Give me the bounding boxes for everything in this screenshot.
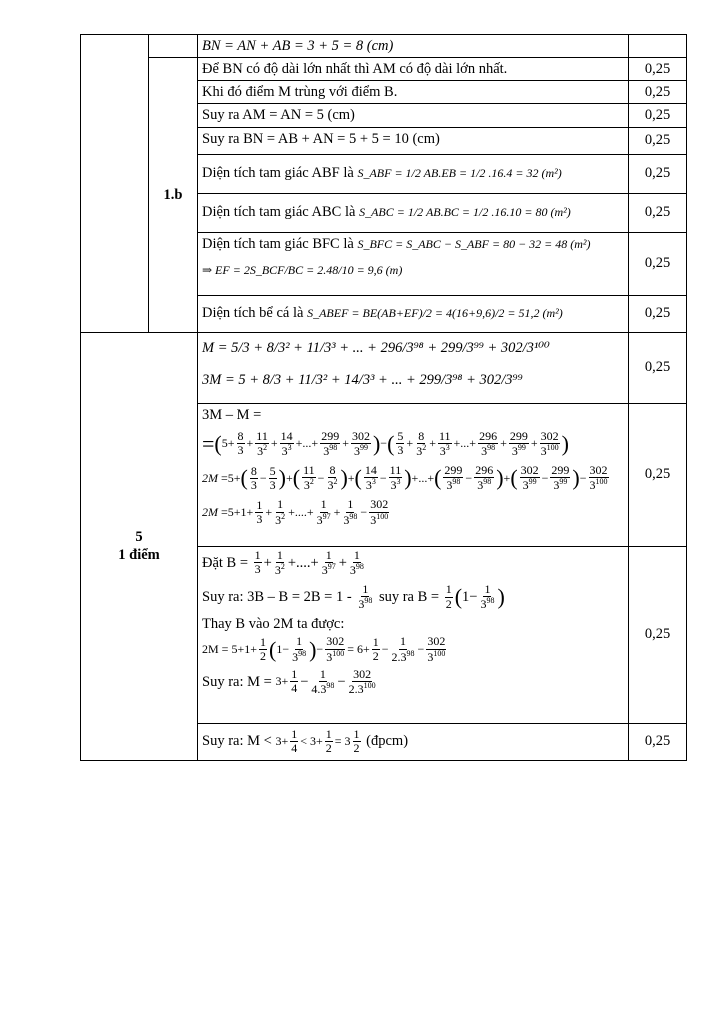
- m-definition: M = 5/3 + 8/3² + 11/3³ + ... + 296/3⁹⁸ + 299/3⁹⁹ + 302/3¹⁰⁰: [202, 339, 550, 356]
- points-cell: 0,25: [629, 58, 687, 81]
- formula: S_ABF = 1/2 AB.EB = 1/2 .16.4 = 32 (m²): [357, 166, 562, 181]
- row-text: Diện tích tam giác BFC là: [202, 235, 354, 252]
- points-cell: 0,25: [629, 193, 687, 232]
- content-cell: [198, 127, 629, 154]
- 2m-simplified: 2M =5+1+ 1 3 + 1 $3^2$ +....+ 1 $3^{97}$ + 1 $3^{98}$ − 302 $3^{100}$: [202, 497, 389, 527]
- points-cell: 0,25: [629, 81, 687, 104]
- row-text: Diện tích tam giác ABC là: [202, 204, 356, 221]
- table-row: [81, 58, 687, 81]
- suy-ra-b-line: Suy ra: 3B – B = 2B = 1 - 1 $3^{98}$ suy ra B = $\frac{1}{2}$ ( 1− 1 $3^{98}$ ): [202, 581, 505, 612]
- formula: S_ABC = 1/2 AB.BC = 1/2 .16.10 = 80 (m²): [359, 205, 571, 220]
- row-text: Suy ra BN = AB + AN = 5 + 5 = 10 (cm): [202, 130, 440, 147]
- content-cell: [198, 58, 629, 81]
- content-cell: [198, 81, 629, 104]
- 3m-definition: 3M = 5 + 8/3 + 11/3² + 14/3³ + ... + 299/3⁹⁸ + 302/3⁹⁹: [202, 371, 523, 388]
- formula: S_BFC = S_ABC − S_ABF = 80 − 32 = 48 (m²): [357, 236, 591, 251]
- content-cell: [198, 104, 629, 127]
- subpart-label: 1.b: [149, 58, 198, 332]
- content-cell: [198, 232, 629, 295]
- dat-b-line: Đặt B = $\frac{1}{3}$ + 1 $3^2$ +....+ 1 $3^{97}$ + 1 $3^{98}$: [202, 547, 364, 577]
- points-cell: 0,25: [629, 546, 687, 723]
- formula-ef: ⇒ EF = 2S_BCF/BC = 2.48/10 = 9,6 (m): [202, 262, 403, 277]
- content-cell: [198, 193, 629, 232]
- points-cell: 0,25: [629, 232, 687, 295]
- diff-label: 3M – M =: [202, 406, 262, 423]
- content-cell: [198, 403, 629, 546]
- thay-b-line: Thay B vào 2M ta được:: [202, 616, 345, 633]
- formula: S_ABEF = BE(AB+EF)/2 = 4(16+9,6)/2 = 51,2 (m²): [307, 306, 563, 321]
- 2m-result-line: 2M = 5+1+ 1 2 ( 1− 1 $3^{98}$ ) − 302 $3^{100}$ = 6+ 1 2 − 1 $2.3^{98}$ − 302 $3^{100}$: [202, 634, 446, 664]
- final-inequality: Suy ra: M < 3+ $\frac{1}{4}$ < 3+ $\frac{1}{2}$ = 3 1 2 (đpcm): [202, 726, 409, 755]
- question-number: 5: [135, 528, 143, 545]
- question-5-label-cell: [81, 332, 198, 760]
- row-text: Khi đó điểm M trùng với điểm B.: [202, 84, 398, 101]
- bn-sum-line: BN = AN + AB = 3 + 5 = 8 (cm): [202, 38, 394, 54]
- grading-table: [80, 34, 687, 761]
- points-cell: 0,25: [629, 295, 687, 332]
- content-cell: [198, 154, 629, 193]
- points-cell: 0,25: [629, 332, 687, 403]
- row-text: Để BN có độ dài lớn nhất thì AM có độ dài lớn nhất.: [202, 61, 508, 78]
- row-text: Diện tích bể cá là: [202, 305, 304, 322]
- question-cell-empty: [81, 35, 149, 333]
- m-result-line: Suy ra: M = 3+ $\frac{1}{4}$ − 1 $4.3^{98}$ − 302 $2.3^{100}$: [202, 666, 376, 696]
- row-text: Suy ra AM = AN = 5 (cm): [202, 107, 355, 124]
- points-cell: 0,25: [629, 723, 687, 760]
- subpart-cell-empty: [149, 35, 198, 58]
- points-cell-empty: [629, 35, 687, 58]
- points-cell: 0,25: [629, 104, 687, 127]
- content-cell: [198, 295, 629, 332]
- content-cell: [198, 546, 629, 723]
- content-cell: [198, 35, 629, 58]
- content-cell: [198, 332, 629, 403]
- content-cell: [198, 723, 629, 760]
- question-points: 1 điểm: [118, 547, 160, 563]
- diff-expansion: =( 5+ $\frac{8}{3}$ + 11 $3^2$ + 14 $3^3$ +...+ 299 $3^{98}$ + 302 $3^{99}$ ) − ( 5 3 + 8 $3^2$ + 11 $3^3$ +...+ 296 $3^{98}$ + 299 $3^{99}$ + 302 $3^{100}$ ): [202, 428, 569, 458]
- table-row: [81, 332, 687, 403]
- points-cell: 0,25: [629, 127, 687, 154]
- table-row: [81, 35, 687, 58]
- 2m-expansion: 2M =5+ ( 8 3 − 5 3 ) + ( 11 $3^2$ − 8 $3^2$ ) + ( 14 $3^3$ − 11 $3^3$ ) +...+ ( 299 $3^{98}$ − 296 $3^{98}$ ) + ( 302 $3^{99}$ − 299 $3^{99}$ ) − 302 $3^{100}$: [202, 463, 608, 493]
- points-cell: 0,25: [629, 403, 687, 546]
- points-cell: 0,25: [629, 154, 687, 193]
- row-text: Diện tích tam giác ABF là: [202, 165, 354, 182]
